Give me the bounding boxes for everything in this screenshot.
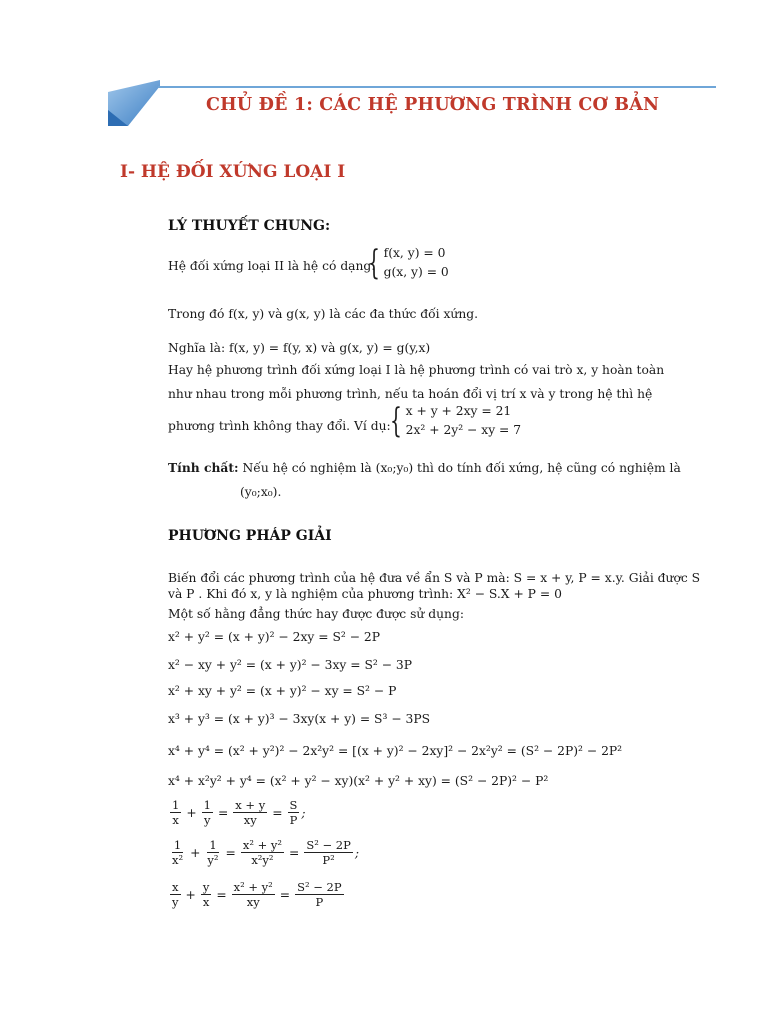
theory-para-line: Hay hệ phương trình đối xứng loại I là hệ phương trình có vai trò x, y hoàn toàn: [168, 363, 665, 377]
denominator: xy: [243, 813, 257, 827]
document-title: CHỦ ĐỀ 1: CÁC HỆ PHƯƠNG TRÌNH CƠ BẢN: [206, 95, 660, 115]
property-text: Nếu hệ có nghiệm là (x₀;y₀) thì do tính đối xứng, hệ cũng có nghiệm là: [242, 461, 681, 475]
numerator: x + y: [235, 798, 266, 812]
property-text-cont: (y₀;x₀).: [240, 485, 282, 499]
denominator: y: [172, 895, 179, 909]
numerator: 1: [209, 838, 217, 852]
denominator: P²: [322, 853, 335, 867]
identity-formula: x³ + y³ = (x + y)³ − 3xy(x + y) = S³ − 3PS: [168, 712, 431, 726]
theory-para-line: phương trình không thay đổi. Ví dụ:: [168, 419, 391, 433]
separator: ;: [301, 805, 306, 820]
fraction-identity: $\frac{1}{\text{x²}}$ + $\frac{1}{\text{y²}}$ = $\frac{\text{x² + y²}}{\text{x²y²}}$ = $\frac{\text{S² − 2P}}{\text{P²}}$ ;: [172, 838, 359, 867]
numerator: x² + y²: [233, 880, 273, 894]
numerator: 1: [172, 798, 180, 812]
numerator: 1: [173, 838, 182, 852]
denominator: x²y²: [251, 853, 274, 867]
identity-formula: x² + xy + y² = (x + y)² − xy = S² − P: [168, 684, 397, 698]
property-line: [168, 460, 681, 476]
theory-where: Trong đó f(x, y) và g(x, y) là các đa thức đối xứng.: [168, 307, 479, 321]
method-line: Biến đổi các phương trình của hệ đưa về ẩn S và P mà: S = x + y, P = x.y. Giải được S: [168, 571, 701, 585]
identity-formula: x⁴ + y⁴ = (x² + y²)² − 2x²y² = [(x + y)² − 2xy]² − 2x²y² = (S² − 2P)² − 2P²: [168, 744, 623, 758]
fraction-identity: $\frac{x}{y}$ + $\frac{y}{x}$ = $\frac{\text{x² + y²}}{xy}$ = $\frac{\text{S² − 2P}}{P}$: [172, 880, 342, 909]
general-system: [368, 244, 449, 282]
numerator: 1: [203, 798, 211, 812]
fraction-identity: $\frac{1}{x}$ + $\frac{1}{y}$ = $\frac{x + y}{xy}$ = $\frac{S}{P}$ ;: [172, 798, 306, 827]
denominator: x: [172, 813, 179, 827]
denominator: x²: [172, 853, 184, 867]
system-line: f(x, y) = 0: [383, 246, 446, 260]
numerator: x² + y²: [242, 838, 282, 852]
denominator: y: [204, 813, 211, 827]
denominator: x: [202, 895, 210, 909]
property-label: Tính chất:: [168, 460, 239, 475]
identity-formula: x⁴ + x²y² + y⁴ = (x² + y² − xy)(x² + y² + xy) = (S² − 2P)² − P²: [168, 774, 549, 788]
numerator: S² − 2P: [297, 880, 342, 894]
numerator: S: [289, 798, 298, 812]
separator: ;: [354, 845, 359, 860]
method-line: và P . Khi đó x, y là nghiệm của phương trình: X² − S.X + P = 0: [168, 587, 562, 601]
denominator: xy: [246, 895, 260, 909]
method-heading: PHƯƠNG PHÁP GIẢI: [168, 528, 332, 544]
denominator: P: [315, 895, 324, 909]
numerator: x: [172, 880, 179, 894]
denominator: P: [289, 813, 298, 827]
theory-meaning: Nghĩa là: f(x, y) = f(y, x) và g(x, y) = g(y,x): [168, 341, 431, 355]
system-line: g(x, y) = 0: [383, 265, 449, 279]
system-line: x + y + 2xy = 21: [405, 404, 512, 418]
theory-para-line: như nhau trong mỗi phương trình, nếu ta hoán đổi vị trí x và y trong hệ thì hệ: [168, 387, 653, 401]
section-heading: I- HỆ ĐỐI XỨNG LOẠI I: [120, 162, 346, 182]
identity-formula: x² − xy + y² = (x + y)² − 3xy = S² − 3P: [168, 658, 413, 672]
brace-icon: {: [390, 401, 402, 441]
denominator: y²: [207, 853, 219, 867]
theory-heading: LÝ THUYẾT CHUNG:: [168, 218, 331, 234]
system-line: 2x² + 2y² − xy = 7: [405, 423, 522, 437]
header-rule: [158, 86, 716, 88]
method-line: Một số hằng đẳng thức hay được được sử dụng:: [168, 607, 464, 621]
theory-intro: Hệ đối xứng loại II là hệ có dạng:: [168, 259, 376, 273]
brace-icon: {: [368, 243, 380, 283]
corner-decoration: [108, 80, 160, 126]
identity-formula: x² + y² = (x + y)² − 2xy = S² − 2P: [168, 630, 381, 644]
example-system: [390, 402, 521, 440]
numerator: y: [202, 880, 210, 894]
numerator: S² − 2P: [306, 838, 351, 852]
